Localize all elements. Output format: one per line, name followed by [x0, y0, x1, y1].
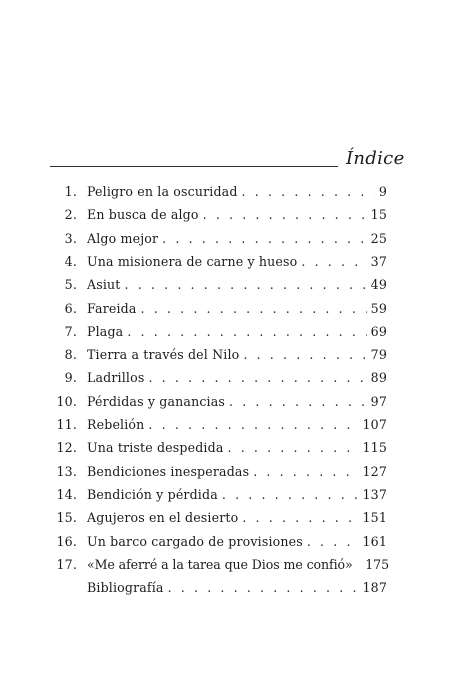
chapter-number: 15. — [56, 510, 77, 526]
toc-entry[interactable] — [0, 506, 451, 529]
dot-leader — [148, 413, 358, 436]
dot-leader — [307, 530, 359, 553]
toc-entry[interactable] — [0, 553, 451, 576]
toc-entry[interactable] — [0, 390, 451, 413]
toc-entry[interactable] — [0, 297, 451, 320]
chapter-number: 11. — [56, 417, 77, 432]
chapter-title: Tierra a través del Nilo — [87, 347, 240, 363]
chapter-number: 2. — [64, 207, 77, 223]
chapter-number: 4. — [64, 253, 77, 269]
chapter-number: 8. — [64, 347, 77, 363]
toc-entry[interactable] — [0, 227, 451, 250]
chapter-number: 17. — [56, 556, 77, 572]
dot-leader — [242, 506, 358, 529]
page-number: 151 — [362, 510, 387, 526]
page-number: 115 — [362, 440, 387, 456]
dot-leader — [162, 227, 367, 250]
page-number: 107 — [362, 417, 387, 432]
dot-leader — [203, 203, 367, 226]
chapter-title: «Me aferré a la tarea que Dios me confió» — [87, 556, 353, 572]
page-number: 161 — [362, 533, 387, 549]
toc-entry[interactable] — [0, 203, 451, 226]
chapter-title: Pérdidas y ganancias — [87, 393, 225, 409]
chapter-title: Plaga — [87, 323, 124, 339]
page-number: 97 — [370, 393, 387, 409]
dot-leader — [242, 180, 375, 203]
chapter-number: 7. — [64, 323, 77, 339]
chapter-title: Bendiciones inesperadas — [87, 463, 250, 479]
chapter-title: Una triste despedida — [87, 440, 224, 456]
dot-leader — [148, 366, 366, 389]
chapter-title: Fareida — [87, 300, 137, 316]
header-rule — [50, 166, 338, 167]
chapter-number: 9. — [64, 370, 77, 386]
page-number: 37 — [370, 253, 387, 269]
page-number: 59 — [370, 300, 387, 316]
page-number: 25 — [370, 230, 387, 246]
chapter-title: En busca de algo — [87, 207, 199, 223]
toc-entry[interactable] — [0, 250, 451, 273]
toc-entry[interactable] — [0, 483, 451, 506]
dot-leader — [227, 436, 358, 459]
dot-leader — [141, 297, 367, 320]
dot-leader — [125, 273, 367, 296]
page-number: 175 — [365, 556, 389, 572]
page-number: 15 — [370, 207, 387, 223]
page-number: 89 — [370, 370, 387, 386]
page-number: 69 — [370, 323, 387, 339]
toc-entry[interactable] — [0, 436, 451, 459]
page-number: 49 — [370, 277, 387, 293]
dot-leader — [168, 576, 359, 599]
chapter-title: Rebelión — [87, 417, 145, 432]
chapter-number: 5. — [64, 277, 77, 293]
toc-entry[interactable] — [0, 273, 451, 296]
chapter-title: Algo mejor — [87, 230, 159, 246]
toc-entry[interactable] — [0, 530, 451, 553]
chapter-title: Bibliografía — [87, 580, 164, 596]
toc-entry[interactable] — [0, 576, 451, 599]
chapter-number: 10. — [56, 393, 77, 409]
chapter-number: 6. — [64, 300, 77, 316]
page-number: 9 — [378, 184, 387, 199]
page-number: 137 — [362, 486, 387, 502]
chapter-number: 1. — [64, 184, 77, 199]
chapter-title: Asiut — [87, 277, 121, 293]
dot-leader — [253, 460, 358, 483]
chapter-title: Ladrillos — [87, 370, 145, 386]
chapter-number: 12. — [56, 440, 77, 456]
dot-leader — [243, 343, 366, 366]
dot-leader — [127, 320, 366, 343]
chapter-number: 13. — [56, 463, 77, 479]
toc-entry[interactable] — [0, 460, 451, 483]
page-number: 127 — [362, 463, 387, 479]
chapter-title: Peligro en la oscuridad — [87, 184, 238, 199]
chapter-title: Agujeros en el desierto — [87, 510, 239, 526]
page-number: 79 — [370, 347, 387, 363]
page-title: Índice — [346, 148, 405, 169]
dot-leader — [229, 390, 367, 413]
chapter-number: 14. — [56, 486, 77, 502]
dot-leader — [222, 483, 359, 506]
dot-leader — [301, 250, 366, 273]
toc-entry[interactable] — [0, 343, 451, 366]
toc-entry[interactable] — [0, 366, 451, 389]
chapter-title: Un barco cargado de provisiones — [87, 533, 303, 549]
chapter-number: 3. — [64, 230, 77, 246]
toc-entry[interactable] — [0, 180, 451, 203]
chapter-title: Bendición y pérdida — [87, 486, 218, 502]
page-number: 187 — [362, 580, 387, 596]
toc-entry[interactable] — [0, 413, 451, 436]
toc-entry[interactable] — [0, 320, 451, 343]
chapter-number: 16. — [56, 533, 77, 549]
chapter-title: Una misionera de carne y hueso — [87, 253, 298, 269]
